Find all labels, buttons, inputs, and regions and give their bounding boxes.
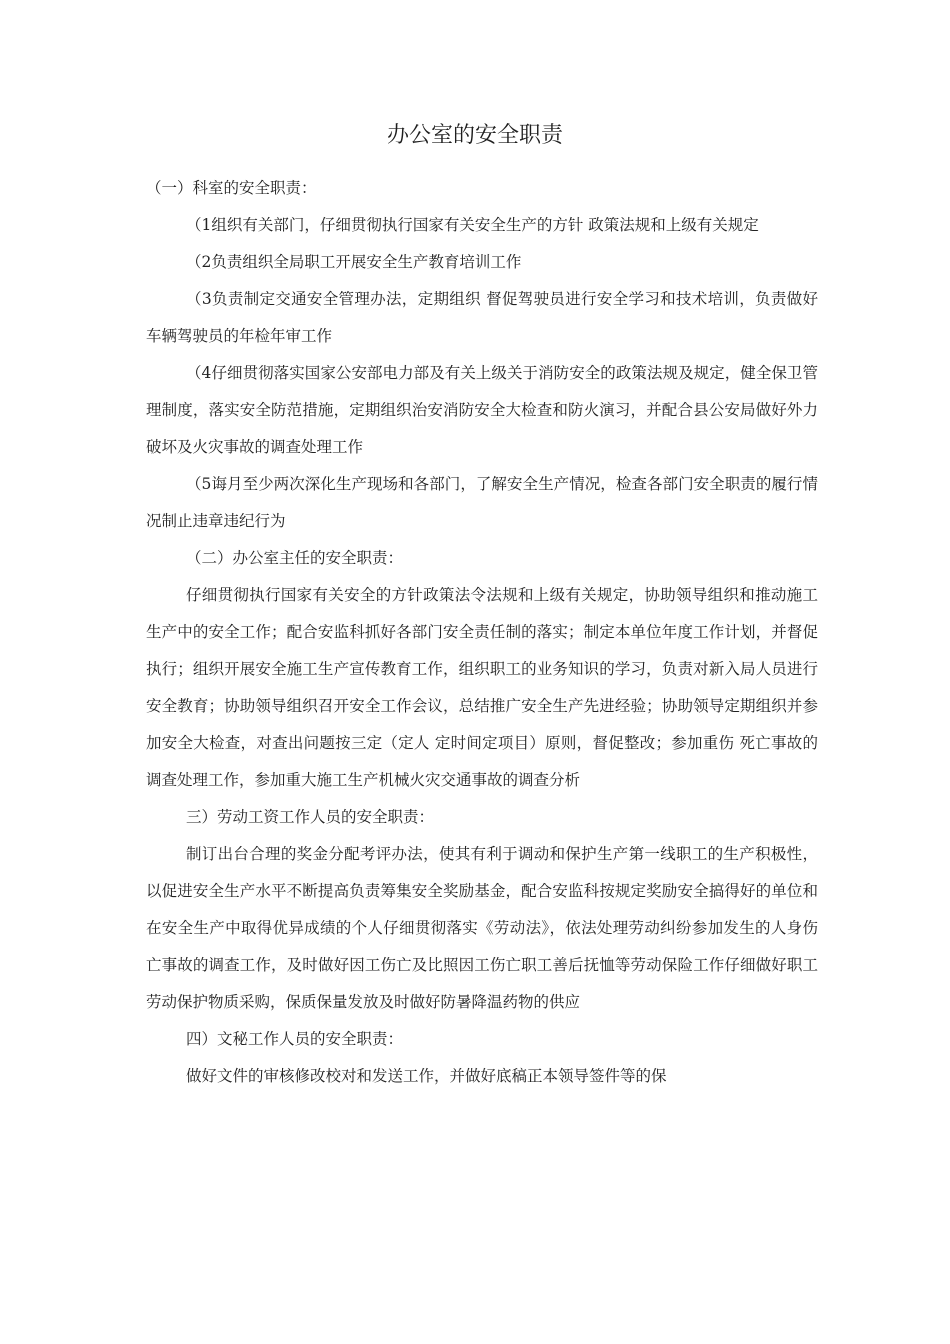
section-1-item-2: （2负责组织全局职工开展安全生产教育培训工作 <box>186 253 522 271</box>
document-body <box>146 170 818 1095</box>
section-4-text: 做好文件的审核修改校对和发送工作，并做好底稿正本领导签件等的保 <box>186 1067 667 1085</box>
section-1-item-1: （1组织有关部门，仔细贯彻执行国家有关安全生产的方针 政策法规和上级有关规定 <box>186 216 759 234</box>
section-2-heading: （二）办公室主任的安全职责： <box>186 549 404 567</box>
section-4-heading: 四）文秘工作人员的安全职责： <box>186 1030 404 1048</box>
section-1-item-3: （3负责制定交通安全管理办法，定期组织 督促驾驶员进行安全学习和技术培训，负责做好车辆驾驶员的年检年审工作 <box>146 290 818 345</box>
section-1-item-5: （5诲月至少两次深化生产现场和各部门，了解安全生产情况，检查各部门安全职责的履行情况制止违章违纪行为 <box>146 475 818 530</box>
section-3-text: 制订出台合理的奖金分配考评办法，使其有利于调动和保护生产第一线职工的生产积极性，以促进安全生产水平不断提高负责筹集安全奖励基金，配合安监科按规定奖励安全搞得好的单位和在安全生产中取得优异成绩的个人仔细贯彻落实《劳动法》，依法处理劳动纠纷参加发生的人身伤亡事故的调查工作，及时做好因工伤亡及比照因工伤亡职工善后抚恤等劳动保险工作仔细做好职工劳动保护物质采购，保质保量发放及时做好防暑降温药物的供应 <box>146 845 818 1011</box>
section-3-heading: 三）劳动工资工作人员的安全职责： <box>186 808 435 826</box>
section-1-heading: （一）科室的安全职责： <box>146 179 317 197</box>
document-title: 办公室的安全职责 <box>386 123 563 148</box>
section-2-text: 仔细贯彻执行国家有关安全的方针政策法令法规和上级有关规定，协助领导组织和推动施工生产中的安全工作；配合安监科抓好各部门安全责任制的落实；制定本单位年度工作计划，并督促执行；组织开展安全施工生产宣传教育工作，组织职工的业务知识的学习，负责对新入局人员进行安全教育；协助领导组织召开安全工作会议，总结推广安全生产先进经验；协助领导定期组织并参加安全大检查，对查出问题按三定（定人 定时间定项目）原则，督促整改；参加重伤 死亡事故的调查处理工作，参加重大施工生产机械火灾交通事故的调查分析 <box>146 586 818 789</box>
section-1-item-4: （4仔细贯彻落实国家公安部电力部及有关上级关于消防安全的政策法规及规定，健全保卫管理制度，落实安全防范措施，定期组织治安消防安全大检查和防火演习，并配合县公安局做好外力破坏及火灾事故的调查处理工作 <box>146 364 818 456</box>
